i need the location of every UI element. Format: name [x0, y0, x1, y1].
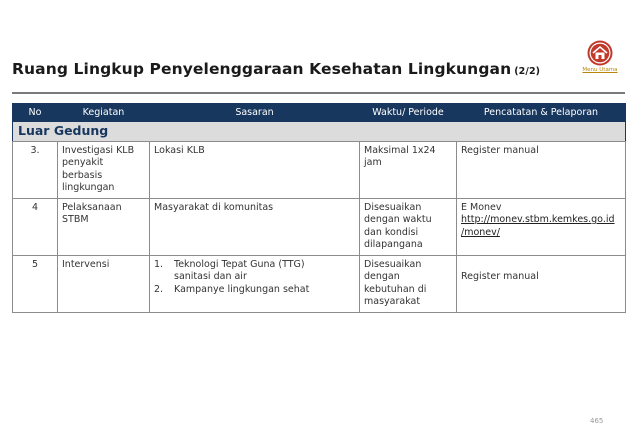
cell-sasaran [150, 255, 360, 312]
cell-pelaporan: Register manual [457, 255, 626, 312]
cell-waktu: Maksimal 1x24 jam [360, 141, 457, 198]
page-title [12, 60, 540, 78]
activity-table [12, 103, 626, 313]
cell-kegiatan: Pelaksanaan STBM [58, 198, 150, 255]
list-item-number: 1. [154, 258, 164, 270]
section-row [13, 122, 626, 142]
menu-utama-label[interactable]: Menu Utama [582, 67, 618, 73]
cell-pelaporan [457, 198, 626, 255]
col-header-kegiatan: Kegiatan [58, 104, 150, 122]
cell-no: 3. [13, 141, 58, 198]
col-header-waktu: Waktu/ Periode [360, 104, 457, 122]
col-header-no: No [13, 104, 58, 122]
cell-pelaporan: Register manual [457, 141, 626, 198]
cell-waktu: Disesuaikan dengan kebutuhan di masyarakat [360, 255, 457, 312]
list-item [154, 259, 355, 284]
table-header-row [13, 104, 626, 122]
col-header-sasaran: Sasaran [150, 104, 360, 122]
cell-sasaran: Lokasi KLB [150, 141, 360, 198]
cell-no: 5 [13, 255, 58, 312]
cell-kegiatan: Intervensi [58, 255, 150, 312]
cell-waktu: Disesuaikan dengan waktu dan kondisi dilapangana [360, 198, 457, 255]
sasaran-list [154, 259, 355, 297]
section-label: Luar Gedung [13, 122, 626, 142]
cell-sasaran: Masyarakat di komunitas [150, 198, 360, 255]
col-header-pelaporan: Pencatatan & Pelaporan [457, 104, 626, 122]
table-row [13, 141, 626, 198]
pelaporan-title: E Monev [461, 201, 502, 213]
list-item-text: Kampanye lingkungan sehat [174, 283, 310, 295]
list-item-number: 2. [154, 283, 164, 295]
list-item-text: Teknologi Tepat Guna (TTG) sanitasi dan air [174, 258, 305, 282]
cell-kegiatan: Investigasi KLB penyakit berbasis lingkungan [58, 141, 150, 198]
list-item [154, 284, 355, 297]
menu-utama-button[interactable] [582, 40, 618, 73]
page-title-suffix: (2/2) [514, 66, 541, 77]
cell-no: 4 [13, 198, 58, 255]
page-number: 465 [590, 417, 604, 425]
monev-link[interactable]: http://monev.stbm.kemkes.go.id /monev/ [461, 214, 615, 238]
page-title-text: Ruang Lingkup Penyelenggaraan Kesehatan Lingkungan [12, 60, 512, 78]
title-divider [12, 92, 625, 94]
home-icon [586, 40, 614, 66]
table-row [13, 198, 626, 255]
table-row [13, 255, 626, 312]
